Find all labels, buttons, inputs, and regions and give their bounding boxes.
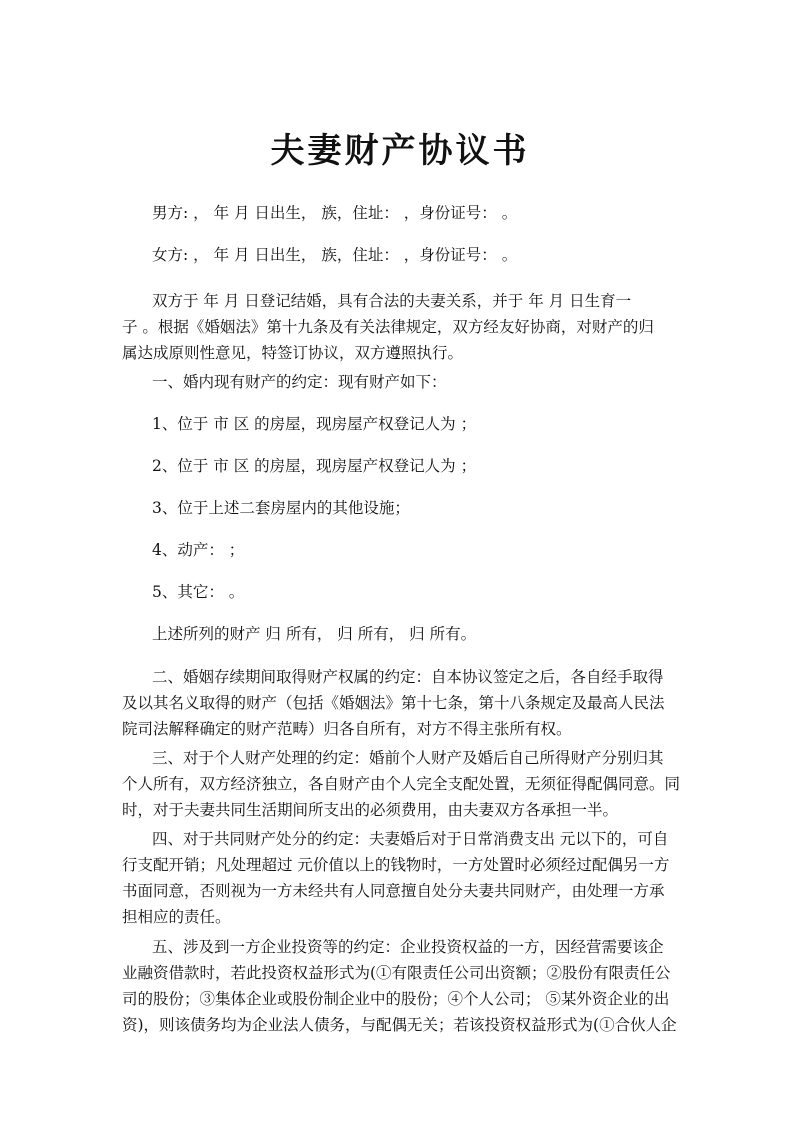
text-line: 上述所列的财产 归 所有， 归 所有， 归 所有。 [152, 625, 477, 643]
text-line: 资)，则该债务均为企业法人债务，与配偶无关；若该投资权益形式为(①合伙人企 [122, 1016, 677, 1034]
text-line: 院司法解释确定的财产范畴）归各自所有，对方不得主张所有权。 [122, 720, 572, 738]
property-item-1 [122, 411, 682, 437]
section-one-heading [122, 369, 682, 395]
section-five-paragraph [122, 934, 682, 1038]
section-four-paragraph [122, 826, 682, 930]
text-line: 子 。根据《婚姻法》第十九条及有关法律规定，双方经友好协商，对财产的归 [122, 318, 654, 336]
property-ownership-summary [122, 621, 682, 647]
text-line: 男方: ， 年 月 日出生， 族，住址： ，身份证号： 。 [152, 204, 518, 222]
section-three-paragraph [122, 745, 682, 823]
text-line: 二、婚姻存续期间取得财产权属的约定：自本协议签定之后，各自经手取得 [152, 668, 664, 686]
text-line: 4、动产： ； [152, 541, 245, 559]
text-line: 四、对于共同财产处分的约定：夫妻婚后对于日常消费支出 元以下的，可自 [152, 830, 669, 848]
section-two-paragraph [122, 664, 682, 742]
text-line: 担相应的责任。 [122, 908, 231, 926]
property-item-5 [122, 579, 682, 605]
text-line: 三、对于个人财产处理的约定：婚前个人财产及婚后自己所得财产分别归其 [152, 749, 664, 767]
preamble-paragraph [122, 288, 682, 366]
male-party-info [122, 200, 682, 226]
text-line: 业融资借款时，若此投资权益形式为(①有限责任公司出资额；②股份有限责任公 [122, 964, 671, 982]
text-line: 书面同意，否则视为一方未经共有人同意擅自处分夫妻共同财产，由处理一方承 [122, 882, 665, 900]
text-line: 行支配开销；凡处理超过 元价值以上的钱物时，一方处置时必须经过配偶另一方 [122, 856, 670, 874]
text-line: 属达成原则性意见，特签订协议，双方遵照执行。 [122, 344, 464, 362]
text-line: 一、婚内现有财产的约定：现有财产如下： [152, 373, 447, 391]
text-line: 五、涉及到一方企业投资等的约定：企业投资权益的一方，因经营需要该企 [152, 938, 664, 956]
text-line: 3、位于上述二套房屋内的其他设施； [152, 499, 410, 517]
text-line: 2、位于 市 区 的房屋，现房屋产权登记人为 ； [152, 457, 477, 475]
property-item-2 [122, 453, 682, 479]
text-line: 5、其它： 。 [152, 583, 245, 601]
text-line: 司的股份；③集体企业或股份制企业中的股份；④个人公司； ⑤某外资企业的出 [122, 990, 670, 1008]
text-line: 及以其名义取得的财产（包括《婚姻法》第十七条，第十八条规定及最高人民法 [122, 694, 665, 712]
text-line: 女方: ， 年 月 日出生， 族，住址： ，身份证号： 。 [152, 246, 518, 264]
text-line: 1、位于 市 区 的房屋，现房屋产权登记人为 ； [152, 415, 477, 433]
text-line: 时，对于夫妻共同生活期间所支出的必须费用，由夫妻双方各承担一半。 [122, 801, 619, 819]
text-line: 双方于 年 月 日登记结婚，具有合法的夫妻关系，并于 年 月 日生育一 [152, 292, 632, 310]
female-party-info [122, 242, 682, 268]
property-item-4 [122, 537, 682, 563]
property-item-3 [122, 495, 682, 521]
document-title: 夫妻财产协议书 [270, 131, 530, 171]
text-line: 个人所有，双方经济独立，各自财产由个人完全支配处置，无须征得配偶同意。同 [122, 775, 681, 793]
